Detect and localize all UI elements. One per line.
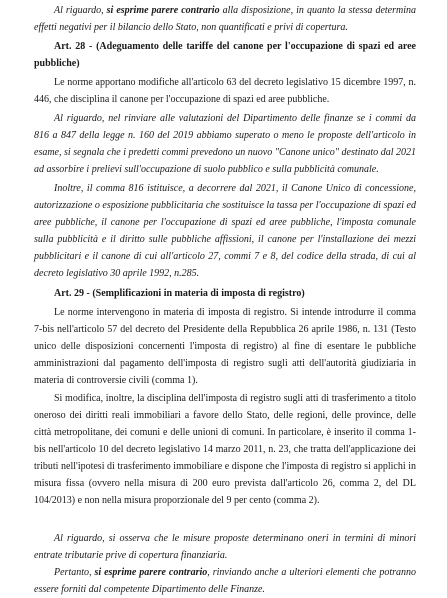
art29-paragraph-1: Le norme intervengono in materia di imposta di registro. Si intende introdurre il comma 7-bis nell'articolo 57 del decreto del Presidente della Repubblica 26 aprile 1986, n. 131 (Testo unico delle disposizioni concernenti l'imposta di registro) al fine di esentare le pubbliche amministrazioni dal pagamento dell'imposta di registro sugli atti dell'autorità giudiziaria in materia di controversie civili (comma 1). [34, 307, 416, 386]
final-text-lead: Pertanto, [54, 567, 95, 578]
art28-paragraph-3: Inoltre, il comma 816 istituisce, a decorrere dal 2021, il Canone Unico di concessione, autorizzazione o esposizione pubblicitaria che sostituisce la tassa per l'occupazione di spazi ed aree pubbliche, il canone per l'occupazione di spazi ed aree pubbliche, l'imposta comunale sulla pubblicità e il diritto sulle pubbliche affissioni, il canone per l'installazione dei mezzi pubblicitari e il canone di cui all'articolo 27, commi 7 e 8, del codice della strada, di cui al decreto legislativo 30 aprile 1992, n.285. [34, 183, 416, 279]
art29-paragraph-2: Si modifica, inoltre, la disciplina dell'imposta di registro sugli atti di trasferimento a titolo oneroso dei diritti reali immobiliari a favore dello Stato, delle regioni, delle province, delle città metropolitane, dei comuni e delle unioni di comuni. In particolare, è inserito il comma 1-bis nell'articolo 10 del decreto legislativo 14 marzo 2011, n. 23, che tratta dell'applicazione dei tributi nell'ipotesi di trasferimento immobiliare e dispone che l'imposta di registro si applichi in misura fissa (ovvero nella misura di 200 euro prevista dall'articolo 26, comma 2, del DL 104/2013) e non nella misura proporzionale del 9 per cento (comma 2). [34, 393, 416, 506]
art28-paragraph-1: Le norme apportano modifiche all'articolo 63 del decreto legislativo 15 dicembre 1997, n. 446, che disciplina il canone per l'occupazione di spazi ed aree pubbliche. [34, 77, 416, 105]
art29-heading: Art. 29 - (Semplificazioni in materia di imposta di registro) [54, 288, 305, 299]
art28-heading: Art. 28 - (Adeguamento delle tariffe del canone per l'occupazione di spazi ed aree pubbliche) [34, 41, 416, 69]
final-text-rest: , rinviando anche a ulteriori elementi che potranno essere forniti dal competente Dipartimento delle Finanze. [34, 567, 416, 595]
final-opinion-emphasis: si esprime parere contrario [94, 567, 208, 578]
art28-paragraph-2: Al riguardo, nel rinviare alle valutazioni del Dipartimento delle finanze se i commi da 816 a 847 della legge n. 160 del 2019 abbiamo superato o meno le proposte dell'articolo in esame, si segnala che i predetti commi prevedono un nuovo "Canone unico" destinato dal 2021 ad assorbire i prelievi sull'occupazione di suolo pubblico e sulla pubblicità comunale. [34, 113, 416, 175]
intro-opinion-emphasis: si esprime parere contrario [106, 5, 220, 16]
intro-text-lead: Al riguardo, [54, 5, 107, 16]
intro-text-rest: alla disposizione, in quanto la stessa determina effetti negativi per il bilancio dello Stato, non quantificati e privi di copertura. [34, 5, 417, 33]
art29-paragraph-3: Al riguardo, si osserva che le misure proposte determinano oneri in termini di minori entrate tributarie prive di copertura finanziaria. [34, 533, 416, 561]
intro-paragraph [34, 2, 416, 36]
final-paragraph [34, 564, 416, 598]
